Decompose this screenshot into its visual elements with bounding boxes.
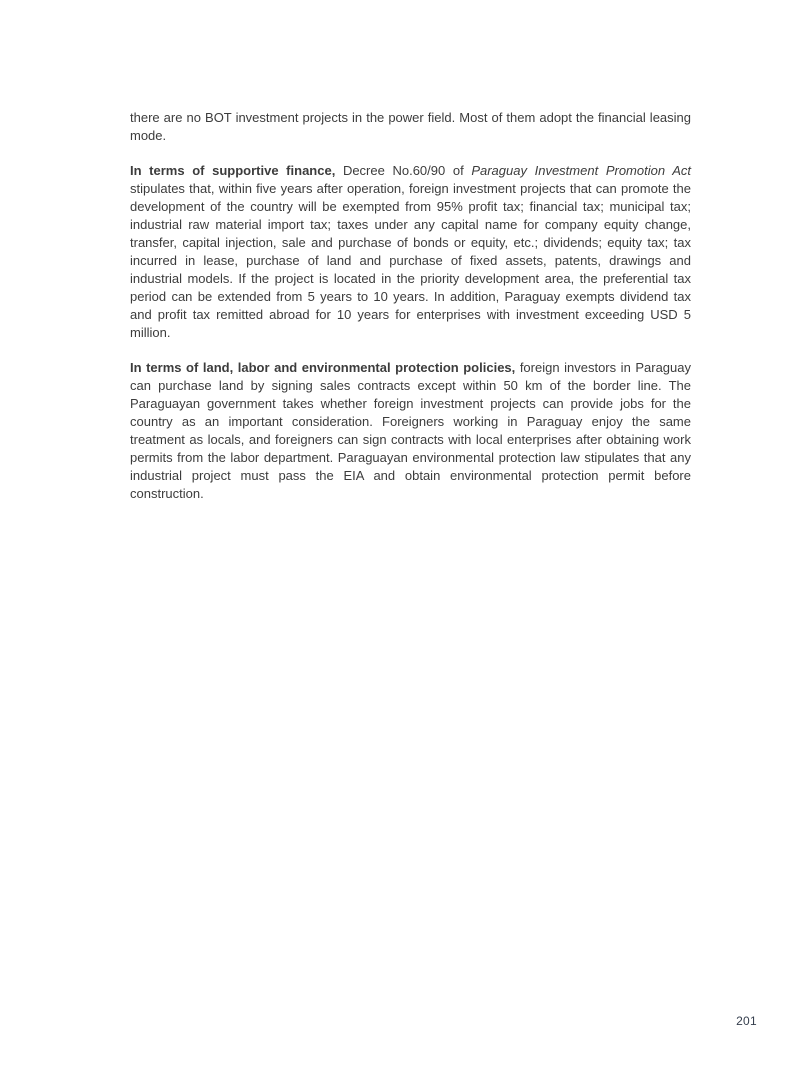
paragraph [130, 109, 691, 145]
paragraph [130, 359, 691, 503]
text-segment-regular: there are no BOT investment projects in the power field. Most of them adopt the financial leasing mode. [130, 110, 691, 143]
page-number: 201 [736, 1014, 757, 1028]
text-segment-bold: In terms of supportive finance, [130, 163, 343, 178]
paragraph [130, 162, 691, 342]
text-segment-bold: In terms of land, labor and environmental protection policies, [130, 360, 520, 375]
text-segment-regular: Decree No.60/90 of [342, 163, 472, 178]
text-segment-regular: stipulates that, within five years after operation, foreign investment projects that can promote the development of the country will be exempted from 95% profit tax; financial tax; municipal tax; industrial raw material import tax; taxes under any capital name for company equity change, transfer, capital injection, sale and purchase of bonds or equity, etc.; dividends; equity tax; tax incurred in lease, purchase of land and purchase of fixed assets, patents, drawings and industrial models. If the project is located in the priority development area, the preferential tax period can be extended from 5 years to 10 years. In addition, Paraguay exempts dividend tax and profit tax remitted abroad for 10 years for enterprises with investment exceeding USD 5 million. [130, 181, 691, 340]
text-segment-regular: foreign investors in Paraguay can purchase land by signing sales contracts except within 50 km of the border line. The Paraguayan government takes whether foreign investment projects can provide jobs for the country as an important consideration. Foreigners working in Paraguay enjoy the same treatment as locals, and foreigners can sign contracts with local enterprises after obtaining work permits from the labor department. Paraguayan environmental protection law stipulates that any industrial project must pass the EIA and obtain environmental protection permit before construction. [130, 360, 691, 501]
text-segment-italic: Paraguay Investment Promotion Act [471, 163, 691, 178]
document-body [130, 109, 691, 503]
